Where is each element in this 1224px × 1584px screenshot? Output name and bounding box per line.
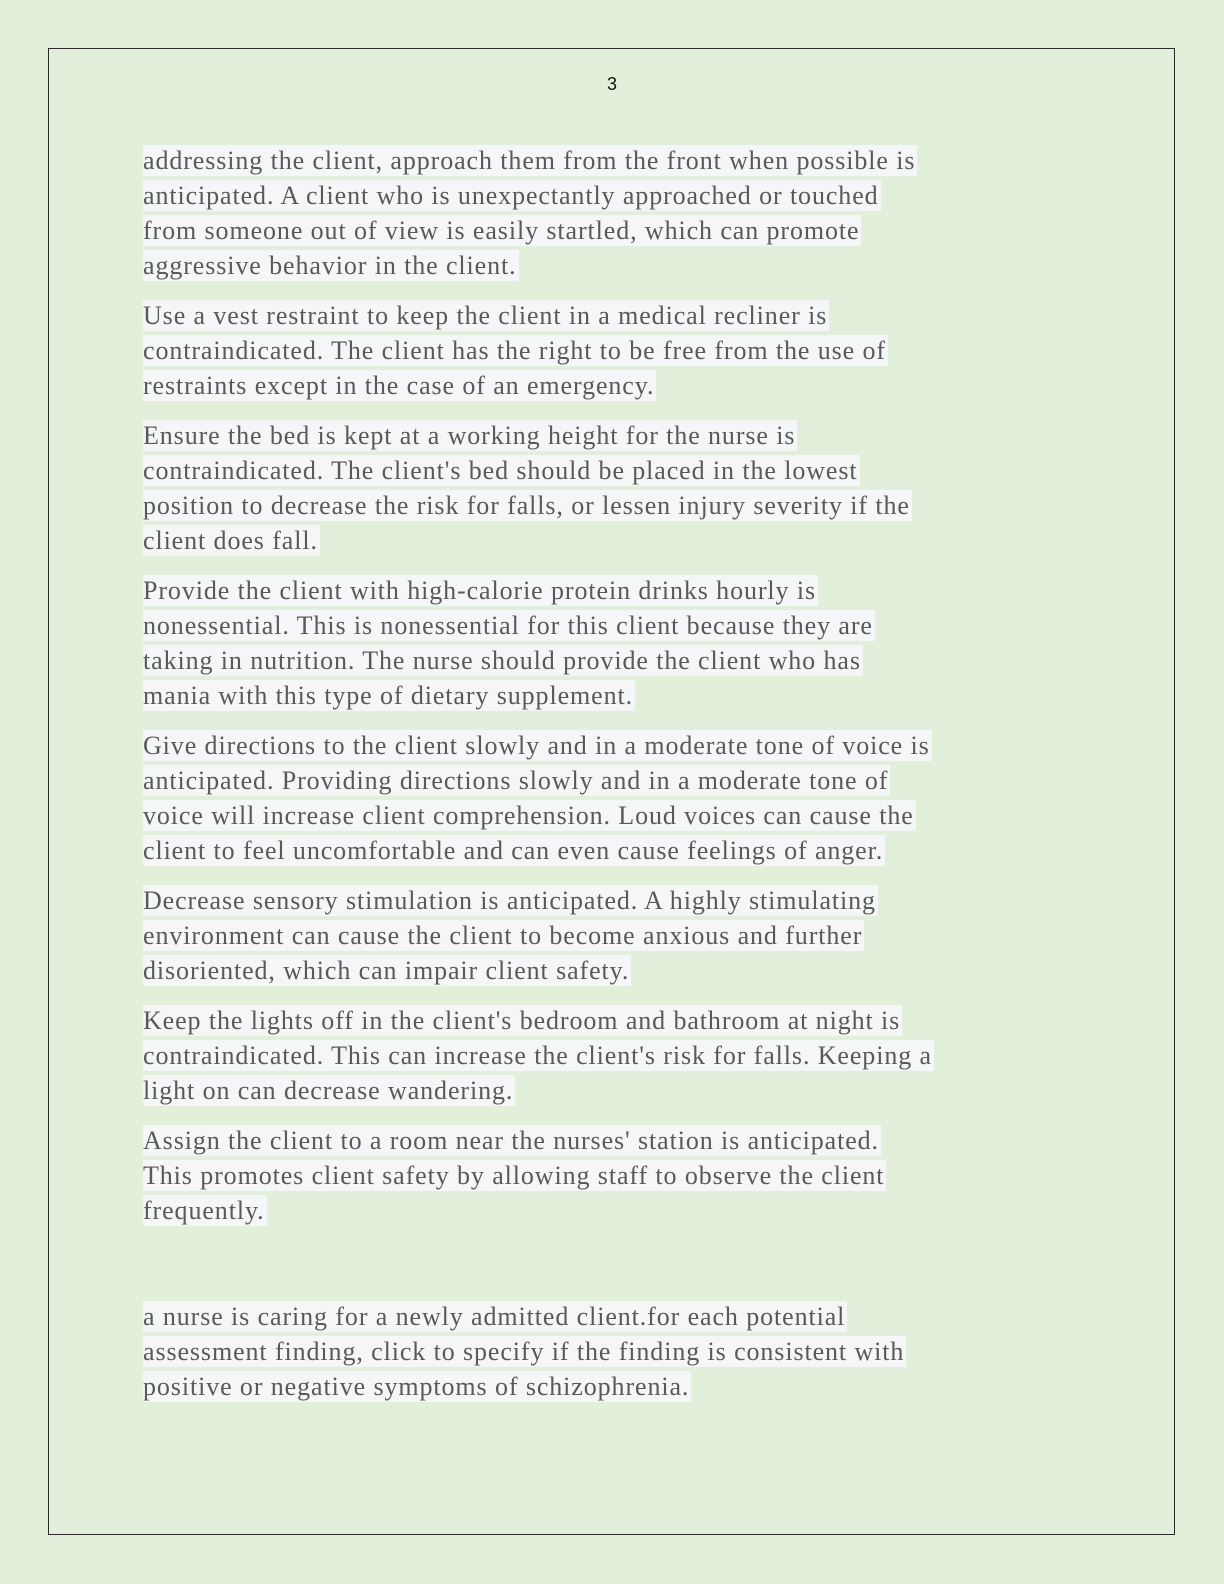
paragraph-text: Keep the lights off in the client's bedroom and bathroom at night is contraindicated. This can increase the client's risk for falls. Keeping a light on can decrease wandering. [143, 1006, 932, 1105]
paragraph-text: addressing the client, approach them from the front when possible is anticipated. A client who is unexpectantly approached or touched from someone out of view is easily startled, which can promote aggressive behavior in the client. [143, 146, 916, 280]
question-text: a nurse is caring for a newly admitted client.for each potential assessment finding, click to specify if the finding is consistent with positive or negative symptoms of schizophrenia. [143, 1302, 905, 1401]
paragraph-text: Decrease sensory stimulation is anticipated. A highly stimulating environment can cause the client to become anxious and further disoriented, which can impair client safety. [143, 886, 876, 985]
paragraph-protein-drinks [143, 573, 1083, 713]
paragraph-sensory-stimulation [143, 883, 1083, 988]
paragraph-lights-off [143, 1003, 1083, 1108]
paragraph-text: Assign the client to a room near the nurses' station is anticipated. This promotes client safety by allowing staff to observe the client frequently. [143, 1126, 885, 1225]
paragraph-text: Use a vest restraint to keep the client in a medical recliner is contraindicated. The client has the right to be free from the use of restraints except in the case of an emergency. [143, 301, 886, 400]
paragraph-directions-tone [143, 728, 1083, 868]
paragraph-approach-front [143, 143, 1083, 283]
paragraph-room-near-station [143, 1123, 1083, 1228]
paragraph-text: Ensure the bed is kept at a working height for the nurse is contraindicated. The client's bed should be placed in the lowest position to decrease the risk for falls, or lessen injury severity if the client does fall. [143, 421, 910, 555]
paragraph-text: Provide the client with high-calorie protein drinks hourly is nonessential. This is nonessential for this client because they are taking in nutrition. The nurse should provide the client who has mania with this type of dietary supplement. [143, 576, 873, 710]
document-body [143, 143, 1083, 1419]
page-number: 3 [606, 74, 617, 94]
paragraph-bed-height [143, 418, 1083, 558]
paragraph-text: Give directions to the client slowly and in a moderate tone of voice is anticipated. Providing directions slowly and in a moderate tone of voice will increase client comprehension. Loud voices can cause the client to feel uncomfortable and can even cause feelings of anger. [143, 731, 930, 865]
question-prompt [143, 1299, 1083, 1404]
paragraph-vest-restraint [143, 298, 1083, 403]
